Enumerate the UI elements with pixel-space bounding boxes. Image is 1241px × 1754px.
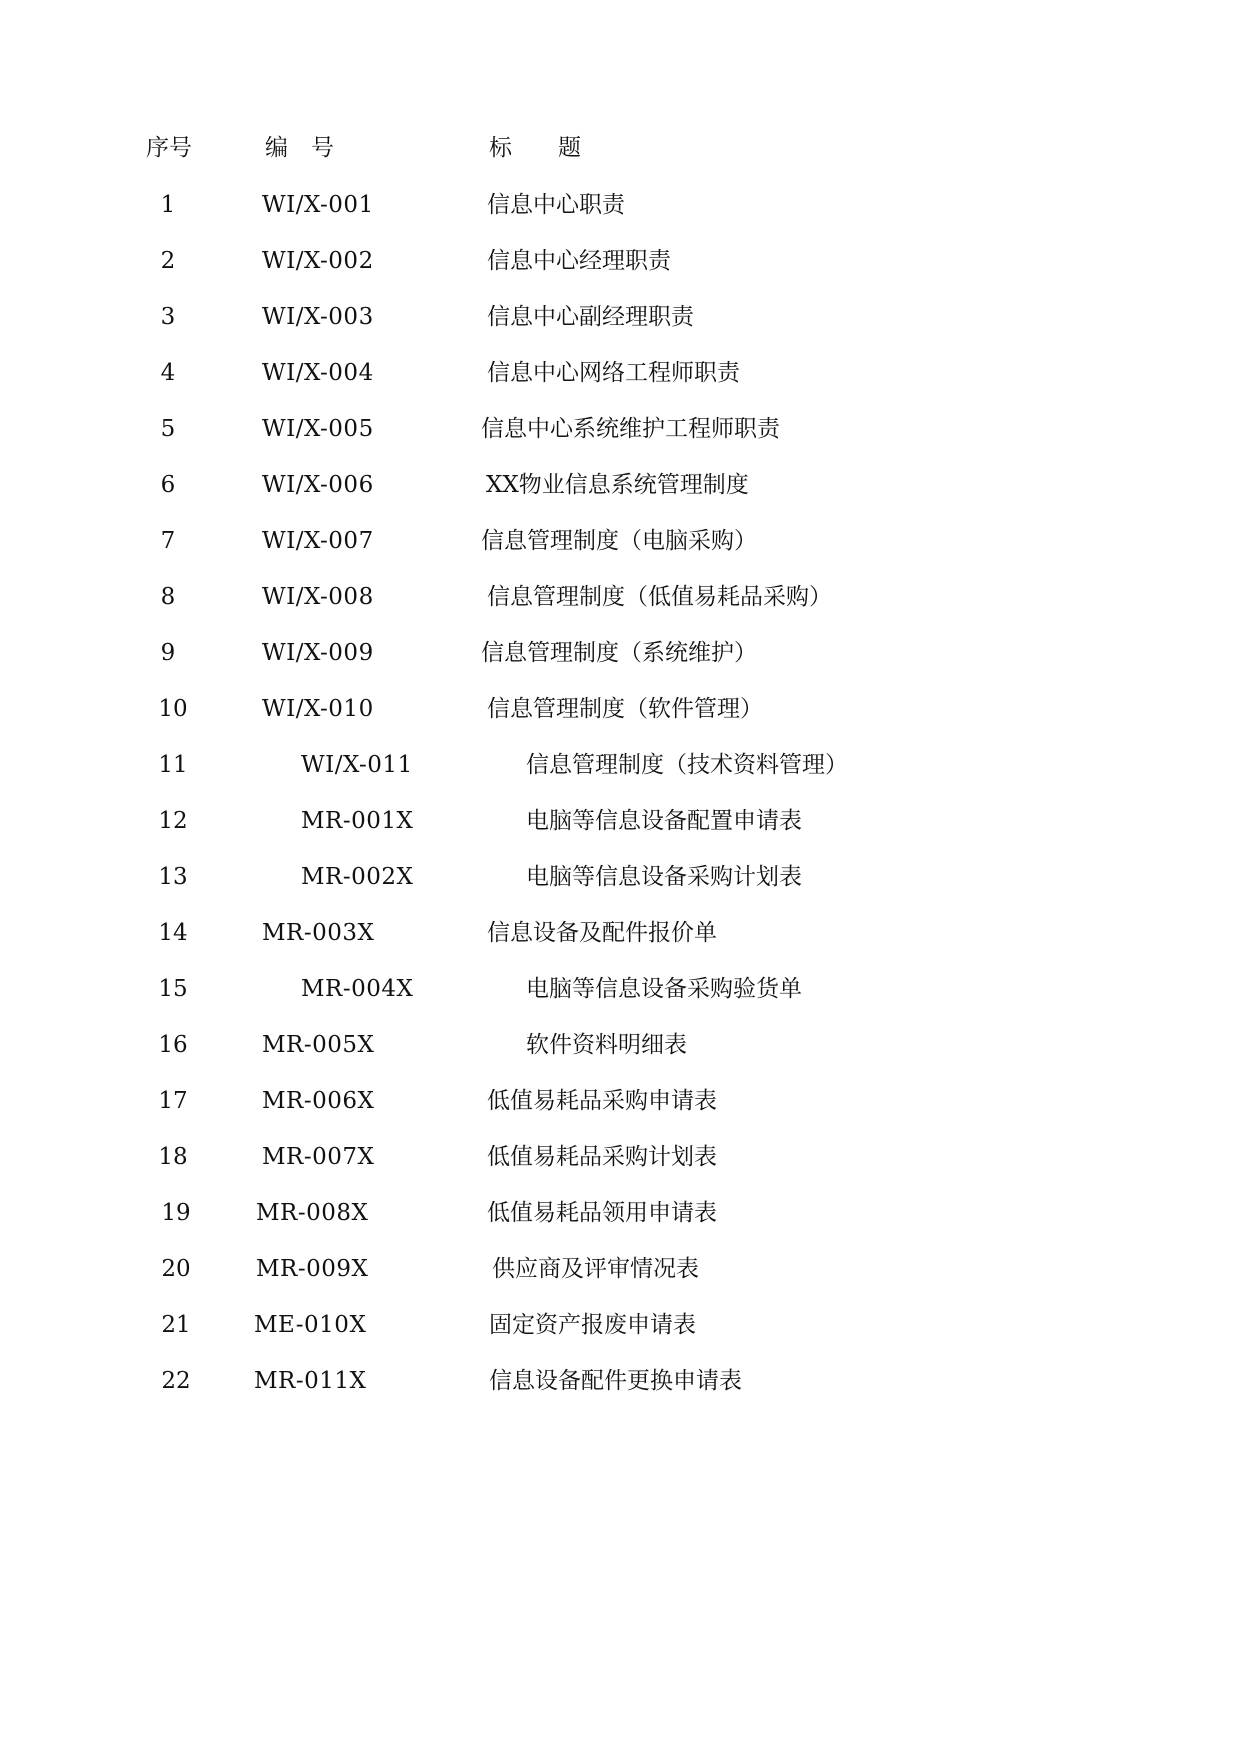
row-seq: 15 [158,976,188,1002]
row-seq: 4 [160,360,176,386]
header-code: 编 号 [265,135,334,161]
row-seq: 7 [160,528,176,554]
row-code: MR-002X [301,864,414,890]
row-title: 信息管理制度（技术资料管理） [526,752,848,778]
row-code: MR-004X [301,976,414,1002]
row-title: 电脑等信息设备采购计划表 [526,864,802,890]
row-code: MR-009X [256,1256,369,1282]
row-seq: 2 [160,248,176,274]
row-title: 低值易耗品采购计划表 [487,1144,717,1170]
row-title: 电脑等信息设备配置申请表 [526,808,802,834]
row-code: WI/X-007 [262,528,374,554]
row-code: WI/X-006 [262,472,374,498]
row-code: WI/X-010 [262,696,374,722]
row-seq: 9 [160,640,176,666]
row-seq: 19 [161,1200,191,1226]
row-code: MR-011X [254,1368,367,1394]
row-title: 电脑等信息设备采购验货单 [526,976,802,1002]
row-code: WI/X-001 [262,192,374,218]
row-title: 软件资料明细表 [526,1032,687,1058]
row-title: 信息设备配件更换申请表 [489,1368,742,1394]
row-title: 信息中心网络工程师职责 [487,360,740,386]
row-code: WI/X-004 [262,360,374,386]
row-seq: 6 [160,472,176,498]
row-title: XX物业信息系统管理制度 [486,472,749,498]
row-code: WI/X-003 [262,304,374,330]
row-code: MR-006X [262,1088,375,1114]
row-title: 信息设备及配件报价单 [487,920,717,946]
row-seq: 12 [158,808,188,834]
row-title: 信息管理制度（电脑采购） [481,528,757,554]
row-title: 信息管理制度（软件管理） [487,696,763,722]
header-seq: 序号 [146,135,192,161]
row-title: 信息管理制度（系统维护） [481,640,757,666]
row-code: MR-008X [256,1200,369,1226]
row-code: MR-001X [301,808,414,834]
row-seq: 17 [158,1088,188,1114]
row-code: WI/X-009 [262,640,374,666]
row-seq: 18 [158,1144,188,1170]
row-seq: 8 [160,584,176,610]
row-seq: 16 [158,1032,188,1058]
row-code: WI/X-011 [301,752,413,778]
row-seq: 1 [160,192,176,218]
row-title: 低值易耗品领用申请表 [487,1200,717,1226]
row-code: WI/X-008 [262,584,374,610]
row-title: 供应商及评审情况表 [492,1256,699,1282]
row-code: MR-005X [262,1032,375,1058]
row-seq: 10 [158,696,188,722]
row-seq: 5 [160,416,176,442]
row-seq: 11 [158,752,188,778]
row-seq: 14 [158,920,188,946]
row-title: 信息中心职责 [487,192,625,218]
row-seq: 20 [161,1256,191,1282]
row-code: ME-010X [254,1312,367,1338]
row-seq: 13 [158,864,188,890]
row-code: MR-007X [262,1144,375,1170]
row-code: WI/X-002 [262,248,374,274]
row-title: 信息管理制度（低值易耗品采购） [487,584,832,610]
row-title: 信息中心经理职责 [487,248,671,274]
row-title: 低值易耗品采购申请表 [487,1088,717,1114]
row-title: 信息中心系统维护工程师职责 [481,416,780,442]
row-seq: 22 [161,1368,191,1394]
row-title: 固定资产报废申请表 [489,1312,696,1338]
row-seq: 3 [160,304,176,330]
row-seq: 21 [161,1312,191,1338]
row-code: WI/X-005 [262,416,374,442]
row-title: 信息中心副经理职责 [487,304,694,330]
header-title: 标 题 [489,135,581,161]
row-code: MR-003X [262,920,375,946]
